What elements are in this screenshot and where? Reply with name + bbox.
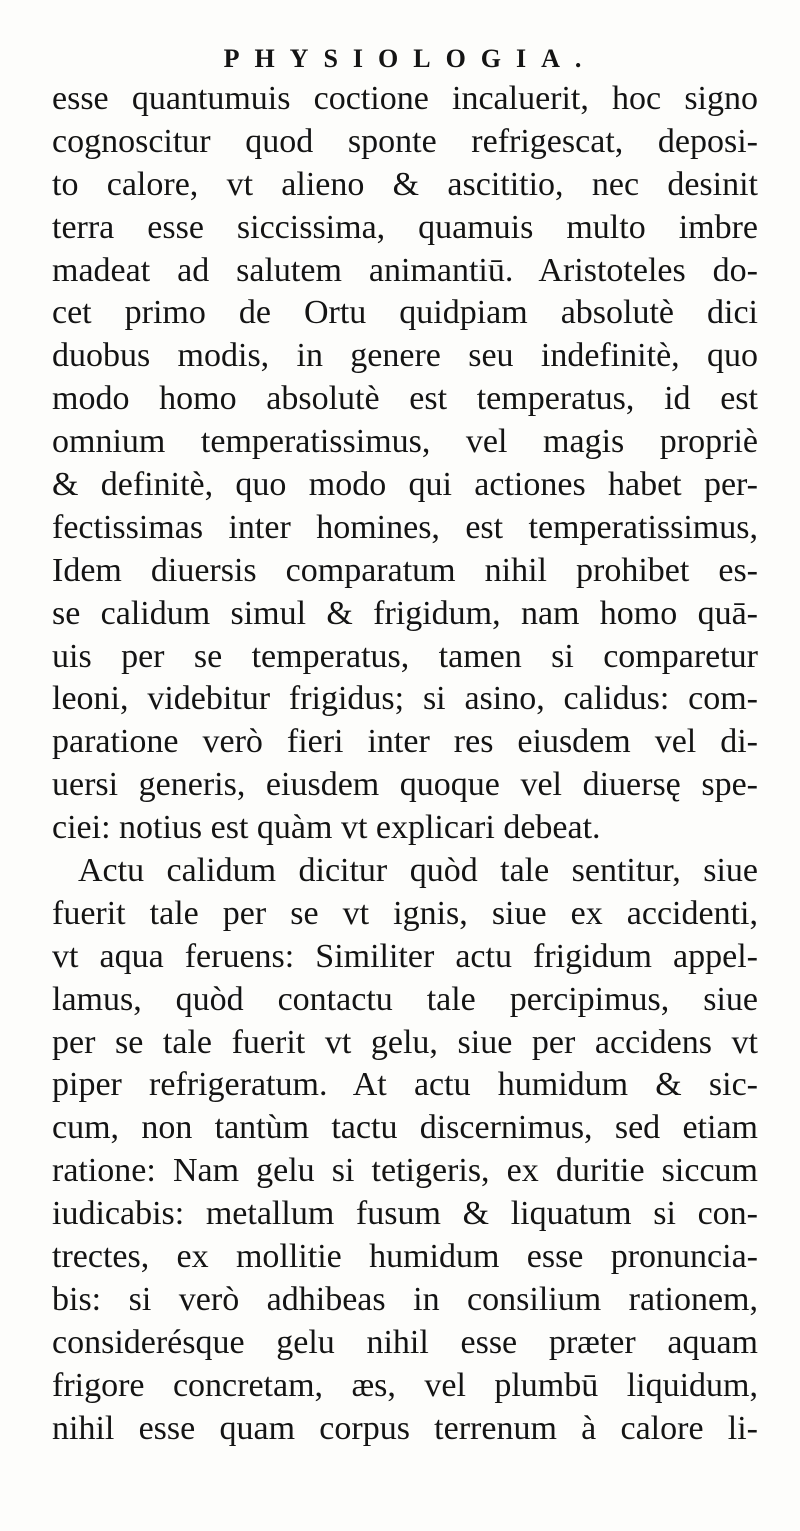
text-line: ciei: notius est quàm vt explicari debeat. (52, 809, 601, 847)
text-line: vt aqua feruens: Similiter actu frigidum appel- (52, 937, 758, 975)
text-line: lamus, quòd contactu tale percipimus, siue (52, 980, 758, 1018)
text-line: terra esse siccissima, quamuis multo imbre (52, 208, 758, 246)
text-line: nihil esse quam corpus terrenum à calore li- (52, 1409, 758, 1447)
text-line: omnium temperatissimus, vel magis propriè (52, 423, 758, 461)
text-line: ratione: Nam gelu si tetigeris, ex duritie siccum (52, 1152, 758, 1190)
text-line: bis: si verò adhibeas in consilium rationem, (52, 1280, 758, 1318)
text-line: cum, non tantùm tactu discernimus, sed etiam (52, 1109, 758, 1147)
text-line: piper refrigeratum. At actu humidum & sic- (52, 1066, 758, 1104)
text-line: & definitè, quo modo qui actiones habet per- (52, 466, 758, 504)
text-line: se calidum simul & frigidum, nam homo quā- (52, 594, 758, 632)
text-line: uis per se temperatus, tamen si comparetur (52, 637, 758, 675)
text-line: per se tale fuerit vt gelu, siue per accidens vt (52, 1023, 758, 1061)
text-line: cognoscitur quod sponte refrigescat, deposi- (52, 122, 758, 160)
text-line: modo homo absolutè est temperatus, id est (52, 380, 758, 418)
text-line: paratione verò fieri inter res eiusdem vel di- (52, 723, 758, 761)
text-line: Idem diuersis comparatum nihil prohibet es- (52, 551, 758, 589)
text-line: iudicabis: metallum fusum & liquatum si con- (52, 1195, 758, 1233)
text-line: Actu calidum dicitur quòd tale sentitur, siue (78, 852, 758, 890)
text-line: cet primo de Ortu quidpiam absolutè dici (52, 294, 758, 332)
text-line: to calore, vt alieno & ascititio, nec desinit (52, 165, 758, 203)
paragraph-1 (52, 78, 758, 850)
text-line: frigore concretam, æs, vel plumbū liquidum, (52, 1366, 758, 1404)
text-line: esse quantumuis coctione incaluerit, hoc signo (52, 80, 758, 117)
text-line: trectes, ex mollitie humidum esse pronuncia- (52, 1238, 758, 1276)
text-line: duobus modis, in genere seu indefinitè, quo (52, 337, 758, 375)
paragraph-2 (52, 850, 758, 1450)
text-line: considerésque gelu nihil esse præter aquam (52, 1323, 758, 1361)
text-line: fectissimas inter homines, est temperatissimus, (52, 508, 758, 546)
text-block (52, 78, 758, 1451)
text-line: uersi generis, eiusdem quoque vel diuersę spe- (52, 766, 758, 804)
running-head: PHYSIOLOGIA. (223, 44, 597, 73)
text-line: madeat ad salutem animantiū. Aristoteles do- (52, 251, 758, 289)
text-line: leoni, videbitur frigidus; si asino, calidus: com- (52, 680, 758, 718)
text-line: fuerit tale per se vt ignis, siue ex accidenti, (52, 894, 758, 932)
